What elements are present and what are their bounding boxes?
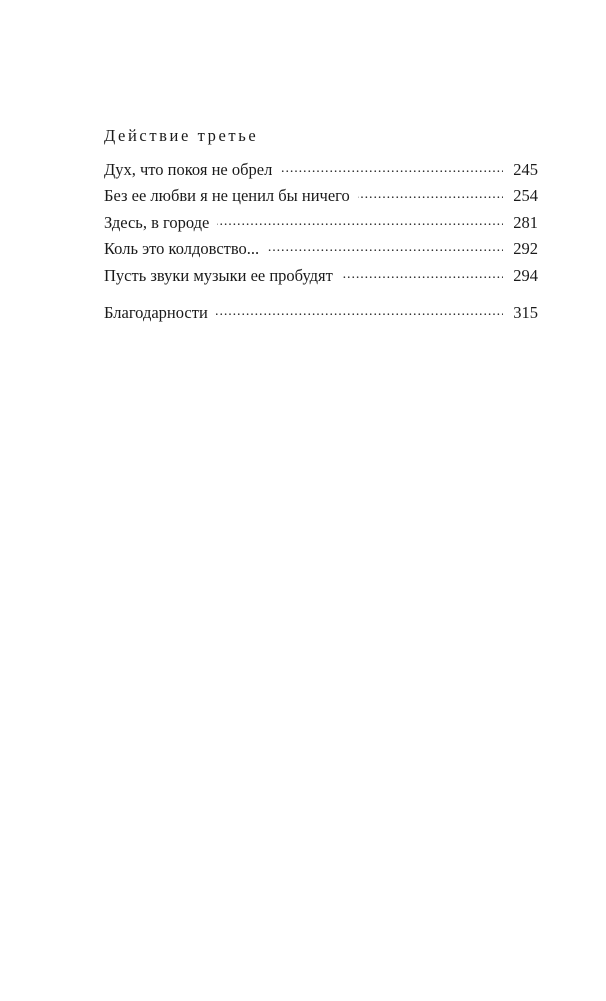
table-of-contents: [104, 158, 538, 328]
toc-entry-page: 281: [513, 212, 538, 232]
dot-leader: [358, 185, 503, 202]
dot-leader: [216, 302, 503, 319]
dot-leader: [341, 264, 503, 281]
toc-entry-title: Здесь, в городе: [104, 212, 210, 232]
toc-entry-page: 294: [513, 265, 538, 285]
toc-entry-page: 254: [513, 186, 538, 205]
toc-entry: [104, 238, 538, 265]
toc-entry-title: Пусть звуки музыки ее пробудят: [104, 265, 333, 285]
toc-entry-title: Дух, что покоя не обрел: [104, 159, 273, 179]
dot-leader: [280, 158, 503, 175]
toc-entry-acknowledgements: [104, 302, 538, 329]
toc-entry-page: 245: [513, 159, 538, 179]
dot-leader: [267, 238, 503, 255]
toc-entry-title: Без ее любви я не ценил бы ничего: [104, 186, 350, 205]
toc-entry: [104, 158, 538, 185]
toc-entry-page: 315: [513, 303, 538, 322]
dot-leader: [217, 211, 503, 228]
toc-entry-title: Благодарности: [104, 303, 208, 322]
toc-entry: [104, 211, 538, 238]
toc-entry: [104, 185, 538, 212]
toc-entry: [104, 264, 538, 291]
toc-entry-page: 292: [513, 239, 538, 258]
section-title: Действие третье: [104, 126, 259, 145]
toc-entry-title: Коль это колдовство...: [104, 239, 260, 258]
